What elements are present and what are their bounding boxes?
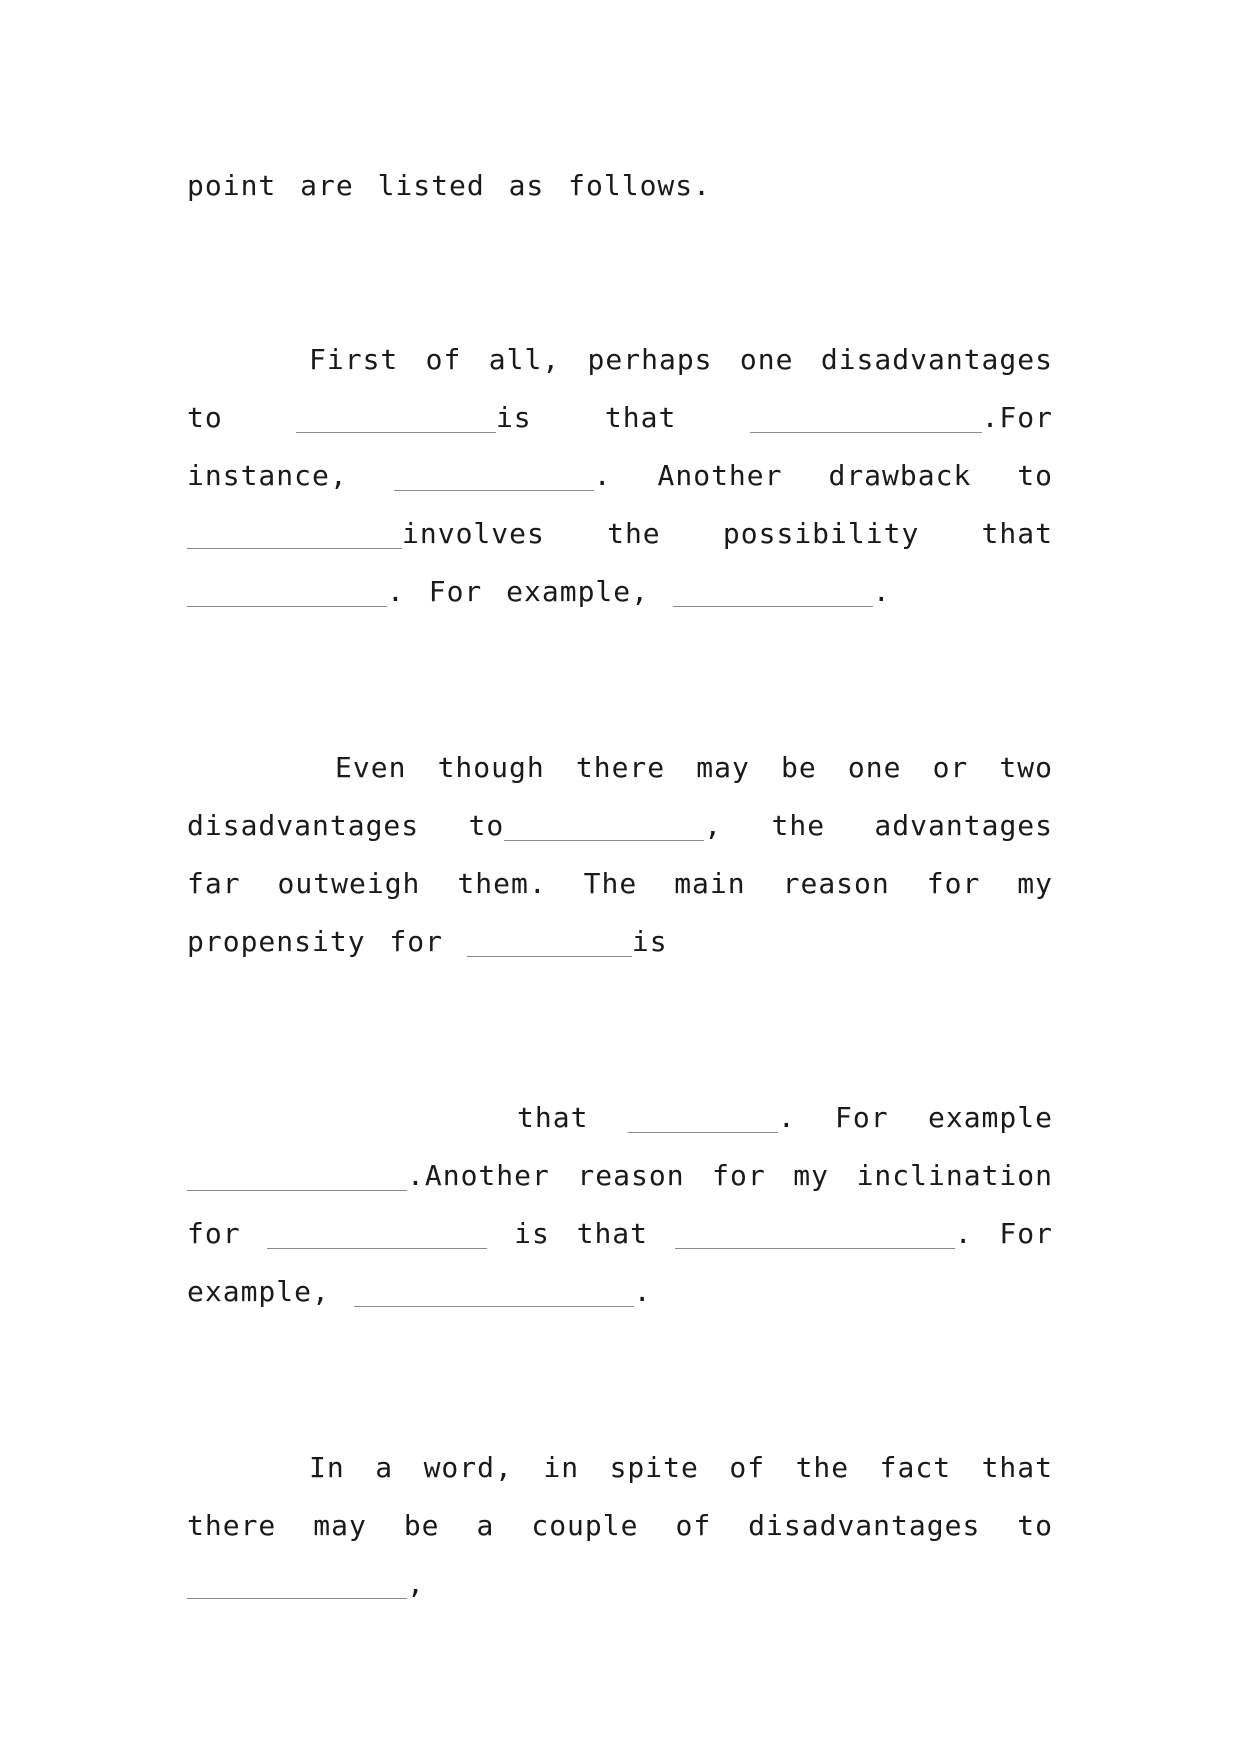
text-span: , the advantages far outweigh them. The main reason for my propensity for bbox=[187, 809, 1054, 958]
fill-in-blank[interactable] bbox=[750, 402, 982, 432]
text-span: . bbox=[633, 1275, 652, 1308]
text-span: .Another reason for my inclination for bbox=[187, 1159, 1053, 1250]
text-span: point are listed as follows. bbox=[187, 169, 712, 202]
text-span: is bbox=[631, 925, 668, 958]
text-span: is that bbox=[487, 1217, 675, 1250]
fill-in-blank[interactable] bbox=[187, 576, 387, 606]
fill-in-blank[interactable] bbox=[267, 1218, 487, 1248]
fill-in-blank[interactable] bbox=[628, 1102, 778, 1132]
text-span: In a word, in spite of the fact that there may be a couple of disadvantages to bbox=[187, 1451, 1053, 1542]
text-span: Even though there may be one or two disadvantages to bbox=[187, 751, 1053, 842]
fill-in-blank[interactable] bbox=[394, 460, 594, 490]
text-span: , bbox=[407, 1567, 425, 1600]
text-span: involves the possibility that bbox=[402, 517, 1053, 550]
paragraph-reasons bbox=[187, 1089, 1053, 1321]
text-span: . For example, bbox=[387, 575, 673, 608]
text-span: . For example, bbox=[187, 1217, 1053, 1308]
text-span: First of all, perhaps one disadvantages to bbox=[187, 343, 1053, 434]
fill-in-blank[interactable] bbox=[354, 1276, 634, 1306]
text-span: . Another drawback to bbox=[593, 459, 1053, 492]
paragraph-advantages bbox=[187, 739, 1053, 971]
text-span: .For instance, bbox=[187, 401, 1053, 492]
text-span: . For example bbox=[777, 1101, 1053, 1134]
paragraph-disadvantages bbox=[187, 331, 1053, 621]
paragraph-conclusion bbox=[187, 1439, 1053, 1613]
fill-in-blank[interactable] bbox=[187, 1160, 407, 1190]
text-span: that bbox=[517, 1101, 628, 1134]
fill-in-blank[interactable] bbox=[187, 1568, 407, 1598]
fill-in-blank[interactable] bbox=[467, 926, 632, 956]
fill-in-blank[interactable] bbox=[504, 810, 704, 840]
text-span: is that bbox=[495, 401, 750, 434]
fill-in-blank[interactable] bbox=[296, 402, 496, 432]
paragraph-intro-tail bbox=[187, 157, 1053, 215]
fill-in-blank[interactable] bbox=[187, 518, 402, 548]
fill-in-blank[interactable] bbox=[675, 1218, 955, 1248]
fill-in-blank[interactable] bbox=[673, 576, 873, 606]
text-span: . bbox=[872, 575, 891, 608]
